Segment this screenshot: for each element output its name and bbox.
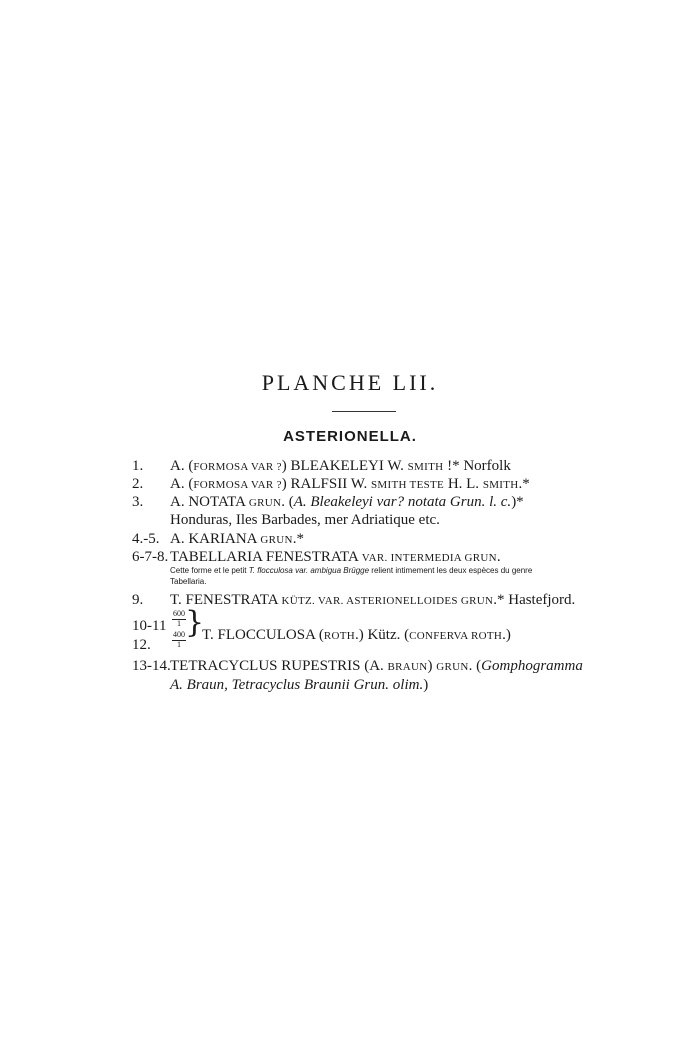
entry-continuation: A. Braun, Tetracyclus Braunii Grun. olim.) [170, 677, 429, 693]
entry-text: A. NOTATA GRUN. (A. Bleakeleyi var? notata Grun. l. c.)* [170, 494, 524, 510]
entry-number: 1. [132, 458, 144, 474]
entry-number: 6-7-8. [132, 549, 169, 565]
entry-text: A. KARIANA GRUN.* [170, 531, 305, 547]
entry-text: A. (FORMOSA VAR ?) RALFSII W. SMITH TESTE H. L. SMITH.* [170, 476, 530, 492]
entry-text: A. (FORMOSA VAR ?) BLEAKELEYI W. SMITH !* Norfolk [170, 458, 511, 474]
genus-heading: ASTERIONELLA. [283, 428, 417, 445]
magnification-numerator: 600 [173, 609, 185, 618]
entry-number: 10-11 [132, 618, 167, 634]
title-rule [332, 411, 396, 412]
entry-text: T. FENESTRATA KÜTZ. VAR. ASTERIONELLOIDES GRUN.* Hastefjord. [170, 592, 576, 608]
brace: } [185, 605, 205, 640]
entry-continuation: Honduras, Iles Barbades, mer Adriatique etc. [170, 512, 440, 528]
magnification-denominator: 1 [177, 619, 181, 628]
magnification-denominator: 1 [177, 640, 181, 649]
entry-text: TETRACYCLUS RUPESTRIS (A. BRAUN) GRUN. (Gomphogramma [170, 658, 583, 674]
entry-number: 3. [132, 494, 144, 510]
entry-note-continuation: Tabellaria. [170, 577, 207, 586]
entry-number: 12. [132, 637, 151, 653]
entry-text: T. FLOCCULOSA (ROTH.) Kütz. (CONFERVA ROTH.) [202, 627, 511, 643]
entry-number: 9. [132, 592, 144, 608]
plate-title: PLANCHE LII. [261, 370, 439, 395]
entry-number: 13-14. [132, 658, 171, 674]
magnification-numerator: 400 [173, 630, 185, 639]
entry-text: TABELLARIA FENESTRATA VAR. INTERMEDIA GRUN. [170, 549, 501, 565]
entry-number: 2. [132, 476, 144, 492]
entry-number: 4.-5. [132, 531, 160, 547]
entry-note: Cette forme et le petit T. flocculosa var. ambigua Brügge relient intimement les deux espèces du genre [170, 566, 533, 575]
